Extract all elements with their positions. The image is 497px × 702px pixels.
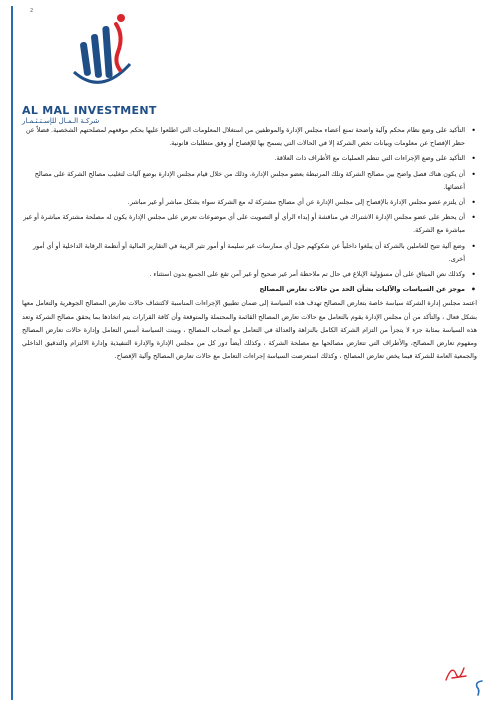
list-item: • وضع آلية تتيح للعاملين بالشركة أن يبلغوا داخلياً عن شكوكهم حول أي ممارسات غير سليمة أو أمور تثير الريبة في التقارير المالية أو أنظمة الرقابة الداخلية أو أي أمور أخرى.: [22, 240, 477, 266]
company-logo-icon: [68, 12, 134, 100]
company-name-en: AL MAL INVESTMENT: [22, 104, 157, 117]
footer-mark-icon: [472, 678, 486, 698]
document-body: [22, 124, 477, 363]
list-item: • وكذلك نص الميثاق على أن مسؤولية الإبلاغ في حال تم ملاحظة أمر غير صحيح أو غير آمن تقع على الجميع بدون استثناء .: [22, 268, 477, 281]
list-item: • أن يحظر على عضو مجلس الإدارة الاشتراك في مناقشة أو إبداء الرأي أو التصويت على أي موضوعات تعرض على مجلس الإدارة يكون له مصلحة مشتركة مباشرة أو غير مباشرة مع الشركة.: [22, 211, 477, 237]
section-heading: • موجز عن السياسات والآليات بشأن الحد من حالات تعارض المصالح: [22, 283, 477, 296]
signature-icon: [442, 660, 470, 688]
list-item: • أن يكون هناك فصل واضح بين مصالح الشركة وتلك المرتبطة بعضو مجلس الإدارة، وذلك من خلال قيام مجلس الإدارة بوضع آليات لتغليب مصالح الشركة على مصالح أعضائها.: [22, 168, 477, 194]
margin-rule: [11, 6, 13, 700]
governance-bullets: [22, 124, 477, 281]
page-marker: 2: [30, 8, 34, 14]
list-item: • التأكيد على وضع نظام محكم وآلية واضحة تمنع أعضاء مجلس الإدارة والموظفين من استغلال المعلومات التي اطلعوا عليها بحكم موقعهم لمصلحتهم الشخصية. فضلاً عن حظر الإفصاح عن معلومات وبيانات تخص الشركة إلا في الحالات التي يسمح بها للإفصاح أو وفق متطلبات قانونية.: [22, 124, 477, 150]
section-paragraph: اعتمد مجلس إدارة الشركة سياسة خاصة بتعارض المصالح تهدف هذه السياسة إلى ضمان تطبيق الإجراءات المناسبة لاكتشاف حالات تعارض المصالح الجوهرية والتعامل معها بشكل فعال ، والتأكد من أن مجلس الإدارة يقوم بالتعامل مع حالات تعارض المصالح القائمة والمحتملة والمتوقعة وأن كافة القرارات يتم اتخاذها بما يحقق مصالح الشركة وتعد هذه السياسة بمثابة جزء لا يتجزأ من التزام الشركة الكامل بالنزاهة والعدالة في التعامل مع أصحاب المصالح ، وبينت السياسة أسس التعامل وإدارة حالات تعارض المصالح ومفهوم تعارض المصالح، والأطراف التي تتعارض مصالحها مع مصلحة الشركة ، وكذلك أيضاً دور كل من مجلس الإدارة والإدارة التنفيذية وإدارة الالتزام والتدقيق الداخلي والجمعية العامة للشركة فيما يخص تعارض المصالح ، وكذلك استعرضت السياسة إجراءات التعامل مع حالات تعارض المصالح وآلية الإفصاح.: [22, 299, 477, 361]
list-item: • أن يلتزم عضو مجلس الإدارة بالإفصاح إلى مجلس الإدارة عن أي مصالح مشتركة له مع الشركة سواء بشكل مباشر أو غير مباشر.: [22, 196, 477, 209]
company-name-ar: شركـة الـمـال للإسـتـثـمـار: [22, 117, 100, 125]
list-item: • التأكيد على وضع الإجراءات التي تنظم العمليات مع الأطراف ذات العلاقة.: [22, 152, 477, 165]
